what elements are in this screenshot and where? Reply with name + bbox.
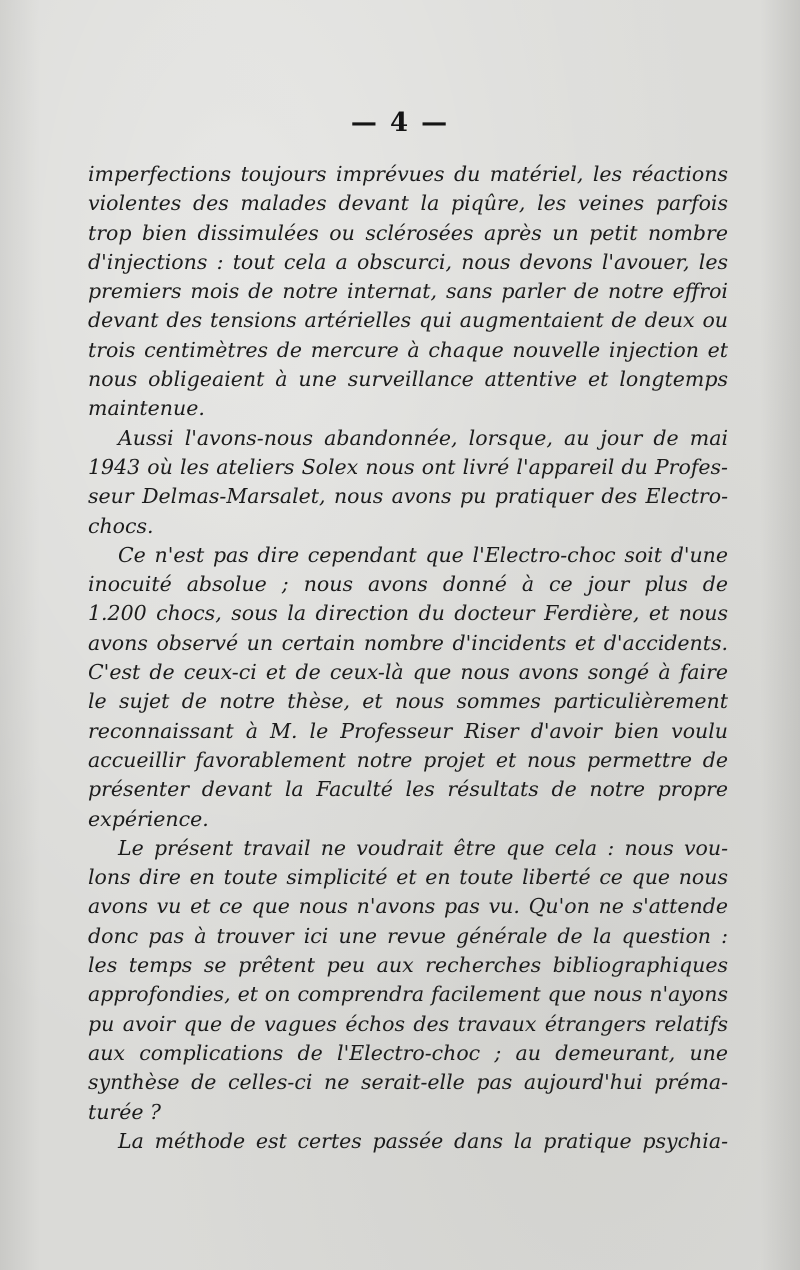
- text-line: approfondies, et on comprendra facilement que nous n'ayons: [88, 982, 728, 1007]
- text-line: lons dire en toute simplicité et en toute liberté ce que nous: [88, 865, 728, 890]
- text-line: pu avoir que de vagues échos des travaux étrangers relatifs: [88, 1011, 728, 1036]
- text-line: d'injections : tout cela a obscurci, nous devons l'avouer, les: [88, 249, 728, 274]
- text-line: donc pas à trouver ici une revue générale de la question :: [88, 923, 728, 948]
- text-line: inocuité absolue ; nous avons donné à ce jour plus de: [88, 572, 728, 597]
- text-line: trop bien dissimulées ou sclérosées après un petit nombre: [88, 220, 728, 245]
- text-line: avons vu et ce que nous n'avons pas vu. Qu'on ne s'attende: [88, 894, 728, 919]
- text-line: Aussi l'avons-nous abandonnée, lorsque, au jour de mai: [118, 425, 728, 450]
- text-line: La méthode est certes passée dans la pratique psychia-: [118, 1128, 728, 1153]
- text-line: chocs.: [88, 513, 154, 538]
- text-line: Ce n'est pas dire cependant que l'Electro-choc soit d'une: [118, 542, 728, 567]
- text-line: reconnaissant à M. le Professeur Riser d'avoir bien voulu: [88, 718, 728, 743]
- text-line: expérience.: [88, 806, 209, 831]
- text-line: maintenue.: [88, 396, 205, 421]
- text-line: les temps se prêtent peu aux recherches bibliographiques: [88, 953, 728, 978]
- text-line: présenter devant la Faculté les résultats de notre propre: [88, 777, 728, 802]
- text-line: seur Delmas-Marsalet, nous avons pu pratiquer des Electro-: [88, 484, 728, 509]
- text-line: imperfections toujours imprévues du matériel, les réactions: [88, 162, 728, 186]
- text-line: aux complications de l'Electro-choc ; au demeurant, une: [88, 1040, 728, 1065]
- text-line: accueillir favorablement notre projet et nous permettre de: [88, 747, 728, 772]
- text-line: trois centimètres de mercure à chaque nouvelle injection et: [88, 337, 728, 362]
- text-line: le sujet de notre thèse, et nous sommes particulièrement: [88, 689, 728, 714]
- text-line: violentes des malades devant la piqûre, les veines parfois: [88, 191, 728, 216]
- text-line: 1943 où les ateliers Solex nous ont livré l'appareil du Profes-: [88, 454, 728, 479]
- text-line: turée ?: [88, 1099, 162, 1124]
- text-line: 1.200 chocs, sous la direction du docteur Ferdière, et nous: [88, 601, 728, 626]
- body-text: [88, 160, 728, 1156]
- text-line: nous obligeaient à une surveillance attentive et longtemps: [88, 367, 728, 392]
- text-line: C'est de ceux-ci et de ceux-là que nous avons songé à faire: [88, 660, 728, 685]
- text-line: devant des tensions artérielles qui augmentaient de deux ou: [88, 308, 728, 333]
- page-number: — 4 —: [350, 108, 450, 138]
- text-line: Le présent travail ne voudrait être que cela : nous vou-: [118, 835, 728, 860]
- text-line: avons observé un certain nombre d'incidents et d'accidents.: [88, 630, 728, 655]
- text-line: premiers mois de notre internat, sans parler de notre effroi: [88, 279, 728, 304]
- text-line: synthèse de celles-ci ne serait-elle pas aujourd'hui préma-: [88, 1070, 728, 1095]
